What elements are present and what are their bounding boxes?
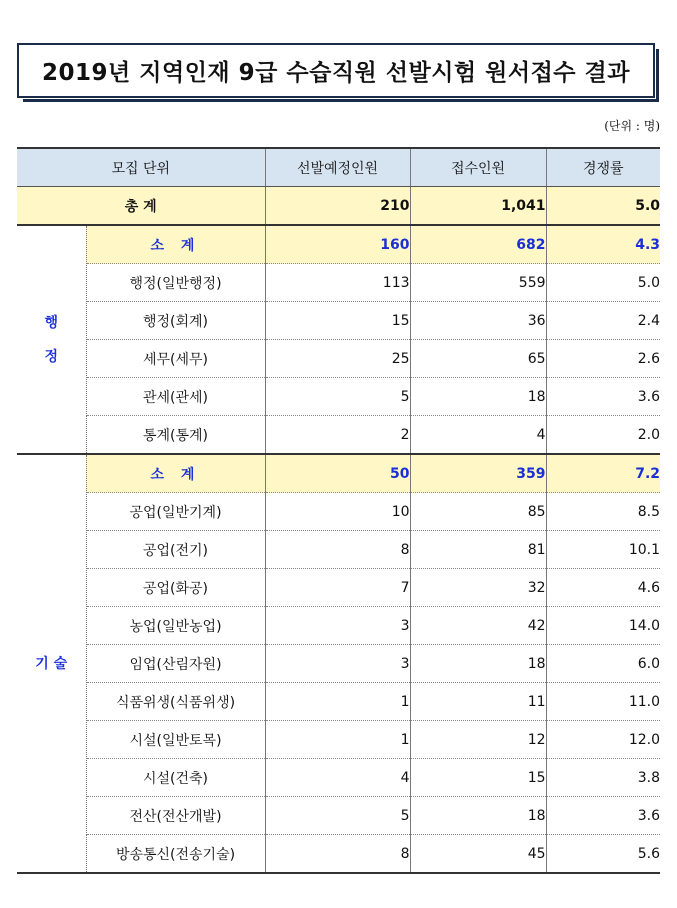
row-planned: 1 xyxy=(265,683,410,721)
row-applied: 559 xyxy=(410,264,546,302)
unit-note: (단위 : 명) xyxy=(604,119,660,133)
row-applied: 12 xyxy=(410,721,546,759)
table-row xyxy=(17,759,660,797)
row-planned: 25 xyxy=(265,340,410,378)
table-row xyxy=(17,569,660,607)
page-title xyxy=(17,43,655,98)
row-name: 임업(산림자원) xyxy=(86,645,265,683)
total-label: 총 계 xyxy=(17,187,265,226)
row-planned: 1 xyxy=(265,721,410,759)
row-planned: 8 xyxy=(265,835,410,874)
row-name: 전산(전산개발) xyxy=(86,797,265,835)
row-applied: 81 xyxy=(410,531,546,569)
section-name xyxy=(17,225,86,454)
row-planned: 7 xyxy=(265,569,410,607)
row-applied: 11 xyxy=(410,683,546,721)
subtotal-row xyxy=(17,454,660,493)
row-ratio: 3.6 xyxy=(546,797,660,835)
row-planned: 3 xyxy=(265,607,410,645)
row-planned: 5 xyxy=(265,378,410,416)
header-planned: 선발예정인원 xyxy=(265,148,410,187)
row-ratio: 5.0 xyxy=(546,264,660,302)
subtotal-label: 소 계 xyxy=(86,225,265,264)
total-row xyxy=(17,187,660,226)
row-planned: 2 xyxy=(265,416,410,455)
row-ratio: 3.6 xyxy=(546,378,660,416)
table-row xyxy=(17,302,660,340)
row-name: 방송통신(전송기술) xyxy=(86,835,265,874)
table-row xyxy=(17,607,660,645)
row-ratio: 3.8 xyxy=(546,759,660,797)
row-name: 시설(일반토목) xyxy=(86,721,265,759)
row-planned: 15 xyxy=(265,302,410,340)
table-row xyxy=(17,378,660,416)
row-applied: 85 xyxy=(410,493,546,531)
total-ratio: 5.0 xyxy=(546,187,660,226)
row-name: 세무(세무) xyxy=(86,340,265,378)
row-applied: 32 xyxy=(410,569,546,607)
subtotal-label: 소 계 xyxy=(86,454,265,493)
row-name: 농업(일반농업) xyxy=(86,607,265,645)
row-applied: 45 xyxy=(410,835,546,874)
row-ratio: 5.6 xyxy=(546,835,660,874)
header-ratio: 경쟁률 xyxy=(546,148,660,187)
row-planned: 10 xyxy=(265,493,410,531)
row-name: 공업(화공) xyxy=(86,569,265,607)
subtotal-row xyxy=(17,225,660,264)
row-name: 행정(일반행정) xyxy=(86,264,265,302)
row-applied: 36 xyxy=(410,302,546,340)
table-row xyxy=(17,264,660,302)
table-row xyxy=(17,416,660,455)
subtotal-applied: 359 xyxy=(410,454,546,493)
row-applied: 4 xyxy=(410,416,546,455)
page-title-text: 2019년 지역인재 9급 수습직원 선발시험 원서접수 결과 xyxy=(42,60,630,86)
section-name-top: 기 술 xyxy=(35,655,68,672)
row-ratio: 2.0 xyxy=(546,416,660,455)
row-ratio: 11.0 xyxy=(546,683,660,721)
row-applied: 42 xyxy=(410,607,546,645)
subtotal-ratio: 4.3 xyxy=(546,225,660,264)
section-name-top: 행 xyxy=(44,314,59,331)
row-ratio: 14.0 xyxy=(546,607,660,645)
row-ratio: 10.1 xyxy=(546,531,660,569)
table-row xyxy=(17,645,660,683)
row-applied: 18 xyxy=(410,378,546,416)
row-name: 통계(통계) xyxy=(86,416,265,455)
total-applied: 1,041 xyxy=(410,187,546,226)
table-row xyxy=(17,531,660,569)
row-ratio: 8.5 xyxy=(546,493,660,531)
table-row xyxy=(17,493,660,531)
row-name: 공업(전기) xyxy=(86,531,265,569)
header-unit: 모집 단위 xyxy=(17,148,265,187)
row-applied: 18 xyxy=(410,645,546,683)
row-ratio: 2.6 xyxy=(546,340,660,378)
row-planned: 113 xyxy=(265,264,410,302)
table-row xyxy=(17,835,660,874)
row-ratio: 6.0 xyxy=(546,645,660,683)
row-ratio: 2.4 xyxy=(546,302,660,340)
section-name-bottom: 정 xyxy=(44,348,59,365)
table-row xyxy=(17,721,660,759)
row-planned: 3 xyxy=(265,645,410,683)
row-planned: 4 xyxy=(265,759,410,797)
row-ratio: 4.6 xyxy=(546,569,660,607)
row-name: 시설(건축) xyxy=(86,759,265,797)
table-row xyxy=(17,683,660,721)
total-planned: 210 xyxy=(265,187,410,226)
row-name: 행정(회계) xyxy=(86,302,265,340)
header-row xyxy=(17,148,660,187)
subtotal-planned: 160 xyxy=(265,225,410,264)
subtotal-applied: 682 xyxy=(410,225,546,264)
row-applied: 18 xyxy=(410,797,546,835)
results-table xyxy=(17,147,660,874)
table-row xyxy=(17,340,660,378)
subtotal-planned: 50 xyxy=(265,454,410,493)
header-applied: 접수인원 xyxy=(410,148,546,187)
row-planned: 5 xyxy=(265,797,410,835)
row-applied: 65 xyxy=(410,340,546,378)
row-name: 관세(관세) xyxy=(86,378,265,416)
row-ratio: 12.0 xyxy=(546,721,660,759)
row-applied: 15 xyxy=(410,759,546,797)
row-planned: 8 xyxy=(265,531,410,569)
table-row xyxy=(17,797,660,835)
row-name: 식품위생(식품위생) xyxy=(86,683,265,721)
row-name: 공업(일반기계) xyxy=(86,493,265,531)
subtotal-ratio: 7.2 xyxy=(546,454,660,493)
section-name xyxy=(17,454,86,873)
